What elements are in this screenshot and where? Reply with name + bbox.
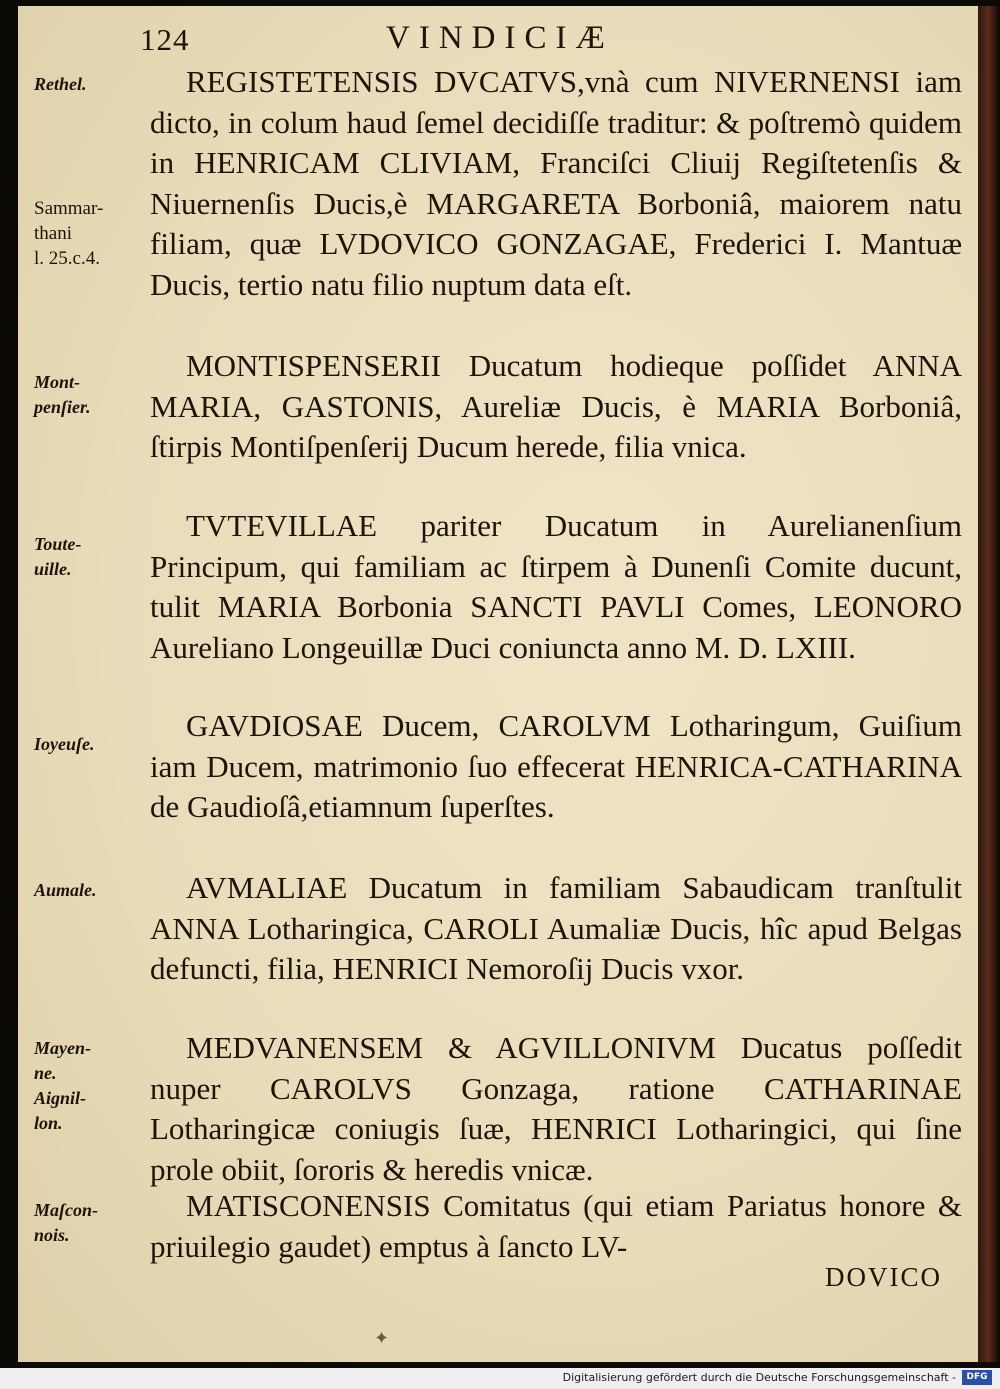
margin-note-montpensier: Mont- penſier. xyxy=(34,372,91,417)
paragraph-registetensis: REGISTETENSIS DVCATVS,vnà cum NIVERNENSI iam dicto, in colum haud ſemel decidiſſe traditur: & poſtremò quidem in HENRICAM CLIVIAM, Franciſci Cliuij Regiſtetenſis & Niuernenſis Ducis,è MARGARETA Borboniâ, maiorem natu filiam, quæ LVDOVICO GONZAGAE, Frederici I. Mantuæ Ducis, tertio natu filio nuptum data eſt. xyxy=(150,64,962,302)
running-head xyxy=(140,22,960,62)
margin-note-masconnois: Maſcon- nois. xyxy=(34,1200,98,1245)
printer-mark-ornament: ✦ xyxy=(374,1328,390,1348)
dfg-logo: DFG xyxy=(962,1370,992,1385)
running-title: VINDICIÆ xyxy=(386,20,614,56)
paragraph-gaudiosae: GAVDIOSAE Ducem, CAROLVM Lotharingum, Guiſium iam Ducem, matrimonio ſuo effecerat HENRICA-CATHARINA de Gaudioſâ,etiamnum ſuperſtes. xyxy=(150,708,962,825)
page-number: 124 xyxy=(140,22,190,57)
margin-note-sammarthani: Sammar- thani l. 25.c.4. xyxy=(34,198,104,269)
margin-note-touteuille: Toute- uille. xyxy=(34,534,82,579)
paragraph-aumaliae: AVMALIAE Ducatum in familiam Sabaudicam tranſtulit ANNA Lotharingica, CAROLI Aumaliæ Ducis, hîc apud Belgas defuncti, filia, HENRICI Nemoroſij Ducis vxor. xyxy=(150,870,962,987)
margin-note-rethel: Rethel. xyxy=(34,74,87,94)
paragraph-matisconensis: MATISCONENSIS Comitatus (qui etiam Pariatus honore & priuilegio gaudet) emptus à ſancto LV- xyxy=(150,1188,962,1264)
footer-credit: Digitalisierung gefördert durch die Deutsche Forschungsgemeinschaft - xyxy=(562,1371,956,1384)
paragraph-tutevillae: TVTEVILLAE pariter Ducatum in Aurelianenſium Principum, qui familiam ac ſtirpem à Dunenſi Comite ducunt, tulit MARIA Borbonia SANCTI PAVLI Comes, LEONORO Aureliano Longeuillæ Duci coniuncta anno M. D. LXIII. xyxy=(150,508,962,665)
catchword: DOVICO xyxy=(825,1262,942,1292)
book-spine xyxy=(978,6,998,1362)
margin-note-aumale: Aumale. xyxy=(34,880,97,900)
book-page xyxy=(18,6,980,1362)
margin-note-mayenne-aignillon: Mayen- ne. Aignil- lon. xyxy=(34,1038,91,1133)
margin-note-ioyeuse: Ioyeuſe. xyxy=(34,734,95,754)
paragraph-montispenserii: MONTISPENSERII Ducatum hodieque poſſidet ANNA MARIA, GASTONIS, Aureliæ Ducis, è MARIA Borboniâ, ſtirpis Montiſpenſerij Ducum herede, filia vnica. xyxy=(150,348,962,465)
paragraph-meduanensem: MEDVANENSEM & AGVILLONIVM Ducatus poſſedit nuper CAROLVS Gonzaga, ratione CATHARINAE Lotharingicæ coniugis ſuæ, HENRICI Lotharingici, qui ſine prole obiit, ſororis & heredis vnicæ. xyxy=(150,1030,962,1187)
footer-bar xyxy=(0,1368,1000,1389)
